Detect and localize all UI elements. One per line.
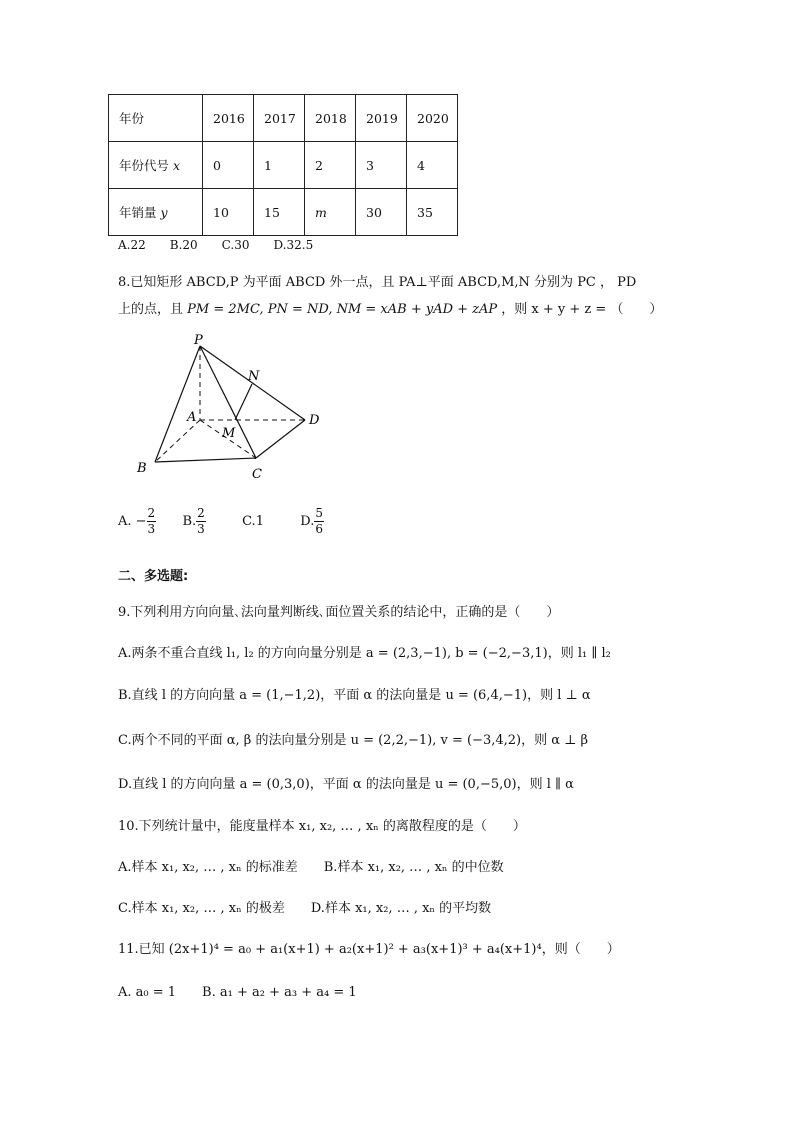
table-cell: 年份 [109, 95, 203, 142]
table-cell: 3 [356, 142, 407, 189]
q8-line2 [118, 298, 662, 317]
sales-table [108, 94, 458, 236]
q11-stem: 11.已知 (2x+1)⁴ = a₀ + a₁(x+1) + a₂(x+1)² + a₃(x+1)³ + a₄(x+1)⁴，则（ ） [118, 942, 620, 957]
frac-num: 2 [147, 506, 156, 520]
q8-vector-equation: PM = 2MC, PN = ND, NM = xAB + yAD + zAP [187, 302, 498, 317]
table-row [109, 142, 458, 189]
label-P: P [194, 333, 203, 348]
table-cell: 35 [407, 189, 458, 236]
table-cell: 0 [203, 142, 254, 189]
row-var: x [173, 158, 181, 173]
table-cell: 4 [407, 142, 458, 189]
row-label: 年销量 [119, 205, 157, 220]
q8-option-d-frac [314, 506, 324, 537]
row-var: y [160, 205, 168, 220]
q8-line2-suffix: ，则 x + y + z = （ ） [501, 302, 663, 317]
table-cell: 2 [305, 142, 356, 189]
label-M: M [222, 426, 236, 441]
table-row [109, 95, 458, 142]
q8-option-c: C.1 [242, 514, 264, 529]
edge-BC [155, 458, 256, 462]
table-cell: 2019 [356, 95, 407, 142]
q11-options-ab: A. a₀ = 1 B. a₁ + a₂ + a₃ + a₄ = 1 [118, 985, 357, 1000]
table-cell: 30 [356, 189, 407, 236]
q9-option-a: A.两条不重合直线 l₁, l₂ 的方向向量分别是 a = (2,3,−1), b = (−2,−3,1)，则 l₁ ∥ l₂ [118, 646, 611, 661]
table-cell: 1 [254, 142, 305, 189]
q8-line1: 8.已知矩形 ABCD,P 为平面 ABCD 外一点，且 PA⊥平面 ABCD,M,N 分别为 PC ， PD [118, 275, 637, 290]
q9-option-d: D.直线 l 的方向向量 a = (0,3,0)，平面 α 的法向量是 u = (0,−5,0)，则 l ∥ α [118, 777, 574, 792]
segment-NM [235, 384, 252, 420]
frac-num: 5 [315, 506, 323, 520]
q9-stem: 9.下列利用方向向量､法向量判断线､面位置关系的结论中，正确的是（ ） [118, 605, 560, 620]
label-B: B [137, 461, 147, 476]
label-D: D [309, 413, 320, 428]
frac-den: 3 [147, 522, 156, 536]
edge-PC [200, 346, 256, 458]
label-C: C [252, 467, 262, 482]
q7-options: A.22 B.20 C.30 D.32.5 [118, 238, 314, 252]
table-cell: 15 [254, 189, 305, 236]
table-cell [109, 189, 203, 236]
edge-CD [256, 420, 305, 458]
table-cell: m [305, 189, 356, 236]
table-cell: 2020 [407, 95, 458, 142]
q10-stem: 10.下列统计量中，能度量样本 x₁, x₂, … , xₙ 的离散程度的是（ ） [118, 819, 526, 834]
q9-option-b: B.直线 l 的方向向量 a = (1,−1,2)，平面 α 的法向量是 u = (6,4,−1)，则 l ⊥ α [118, 688, 591, 703]
table-cell: 2017 [254, 95, 305, 142]
q8-line2-prefix: 上的点，且 [118, 302, 184, 317]
row-label: 年份代号 [119, 158, 170, 173]
pyramid-figure [120, 330, 340, 490]
q10-options-cd: C.样本 x₁, x₂, … , xₙ 的极差 D.样本 x₁, x₂, … , xₙ 的平均数 [118, 901, 492, 916]
frac-den: 3 [197, 522, 205, 536]
q9-option-c: C.两个不同的平面 α, β 的法向量分别是 u = (2,2,−1), v = (−3,4,2)，则 α ⊥ β [118, 733, 589, 748]
label-N: N [248, 369, 260, 384]
q8-option-a-frac [147, 506, 157, 537]
frac-den: 6 [315, 522, 323, 536]
table-row [109, 189, 458, 236]
table-cell [109, 142, 203, 189]
label-A: A [187, 410, 197, 425]
q8-options [118, 506, 324, 537]
table-cell: 10 [203, 189, 254, 236]
q10-options-ab: A.样本 x₁, x₂, … , xₙ 的标准差 B.样本 x₁, x₂, … , xₙ 的中位数 [118, 860, 504, 875]
section-title: 二、多选题: [118, 569, 189, 584]
q8-option-a-prefix: A. − [118, 514, 147, 529]
q8-option-b-frac [196, 506, 206, 537]
q8-option-b-prefix: B. [182, 514, 197, 529]
edge-AB [155, 420, 200, 462]
frac-num: 2 [197, 506, 205, 520]
edge-PB [155, 346, 200, 462]
q8-option-d-prefix: D. [300, 514, 315, 529]
table-cell: 2018 [305, 95, 356, 142]
table-cell: 2016 [203, 95, 254, 142]
